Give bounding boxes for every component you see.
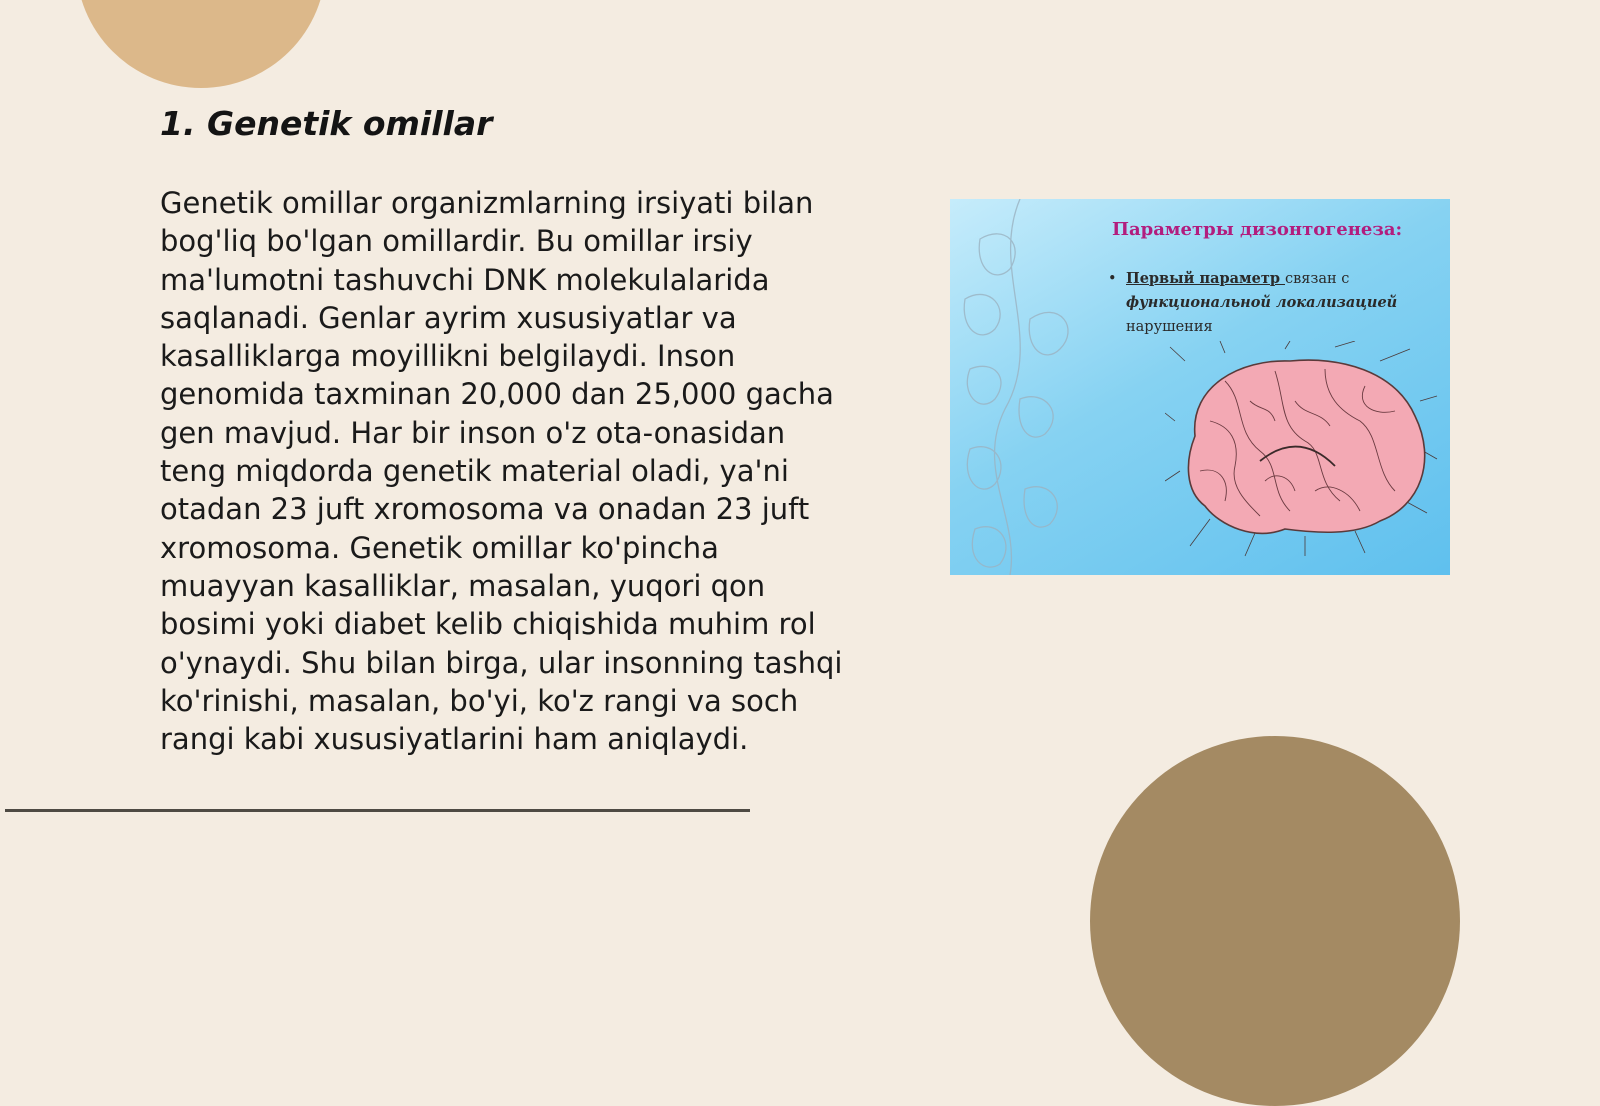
image-title: Параметры дизонтогенеза:: [1112, 219, 1403, 240]
bullet-marker: •: [1108, 271, 1117, 287]
image-bullet: [1108, 267, 1438, 339]
divider-line: [5, 809, 750, 812]
bullet-emphasis: функциональной локализацией: [1126, 294, 1398, 311]
leaf-pattern: [950, 199, 1090, 575]
bullet-text-part1: связан с: [1285, 271, 1350, 287]
decorative-circle-bottom: [1090, 736, 1460, 1106]
slide-image: [950, 199, 1450, 575]
slide-body-text: Genetik omillar organizmlarning irsiyati bilan bog'liq bo'lgan omillardir. Bu omillar irsiy ma'lumotni tashuvchi DNK molekulalarida saqlanadi. Genlar ayrim xususiyatlar va kasalliklarga moyillikni belgilaydi. Inson genomida taxminan 20,000 dan 25,000 gacha gen mavjud. Har bir inson o'z ota-onasidan teng miqdorda genetik material oladi, ya'ni otadan 23 juft xromosoma va onadan 23 juft xromosoma. Genetik omillar ko'pincha muayyan kasalliklar, masalan, yuqori qon bosimi yoki diabet kelib chiqishida muhim rol o'ynaydi. Shu bilan birga, ular insonning tashqi ko'rinishi, masalan, bo'yi, ko'z rangi va soch rangi kabi xususiyatlarini ham aniqlaydi.: [160, 186, 843, 757]
brain-diagram: [1165, 341, 1440, 566]
bullet-text-part2: нарушения: [1126, 319, 1213, 335]
decorative-circle-top: [76, 0, 326, 88]
slide-title: 1. Genetik omillar: [160, 104, 493, 143]
bullet-text: [1126, 267, 1438, 339]
bullet-strong: Первый параметр: [1126, 270, 1286, 287]
